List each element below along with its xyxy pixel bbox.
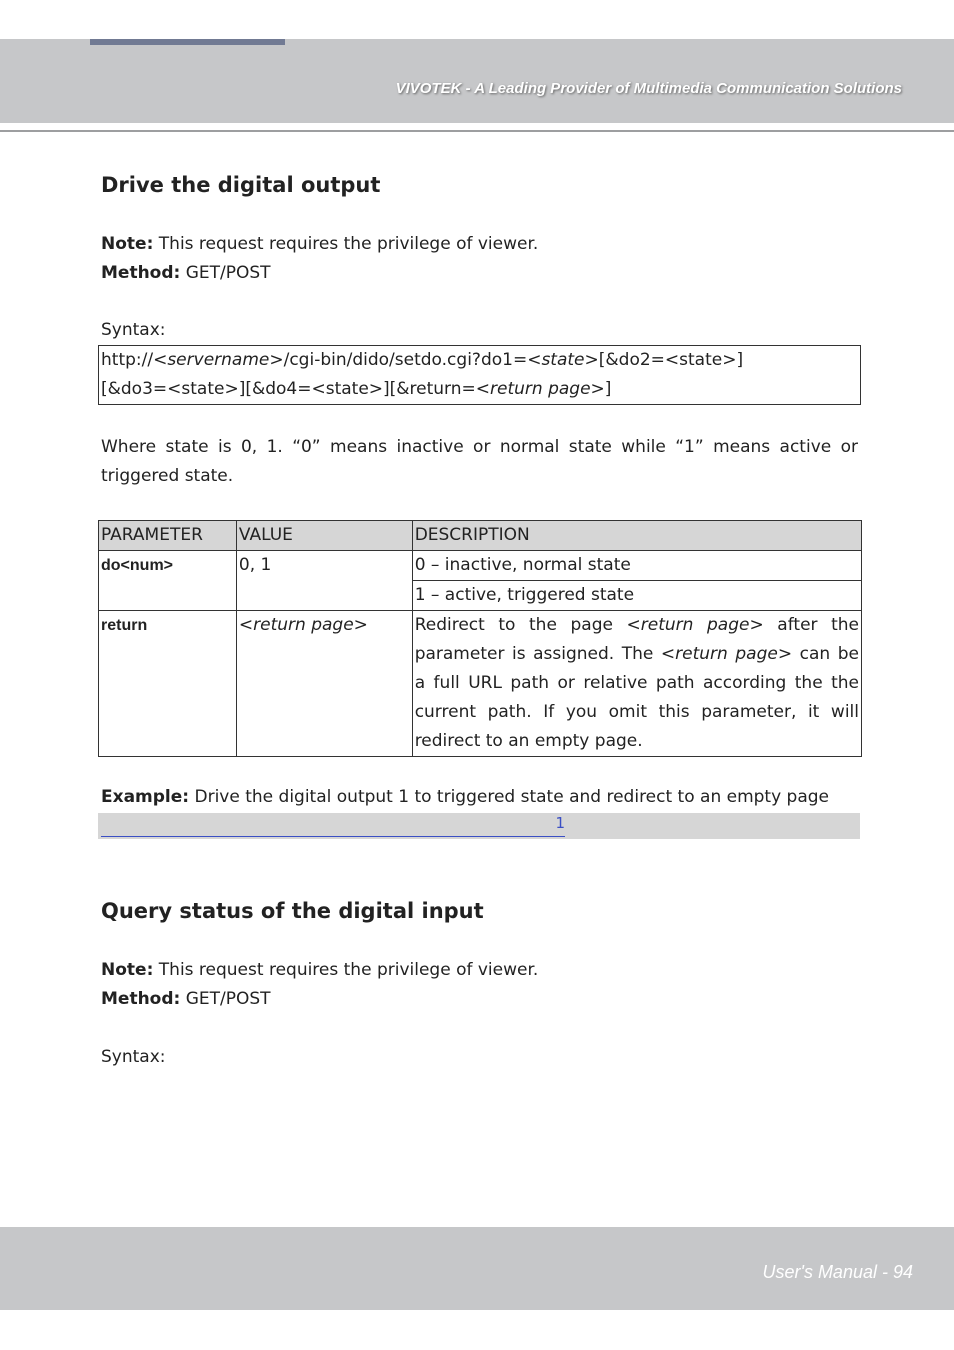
note-text: This request requires the privilege of viewer. xyxy=(153,960,539,980)
syntax-label: Syntax: xyxy=(101,320,166,340)
method-line xyxy=(101,263,271,283)
desc-italic: <return page> xyxy=(626,615,764,635)
example-link[interactable]: 1 xyxy=(101,814,565,837)
syntax-italic: state xyxy=(541,350,585,370)
param-name: return xyxy=(99,611,237,757)
desc-text: can be a full URL path or relative path according the the current path. If you omit this parameter, it will redirect to an empty page. xyxy=(414,644,859,751)
table-row xyxy=(99,611,862,757)
note-line xyxy=(101,234,538,254)
param-description: 0 – inactive, normal state xyxy=(412,551,861,581)
syntax-box xyxy=(98,345,861,405)
param-value-italic: <return page> xyxy=(238,615,368,635)
section-title-drive-output: Drive the digital output xyxy=(101,173,381,197)
method-text: GET/POST xyxy=(180,263,271,283)
table-row xyxy=(99,551,862,581)
syntax-label: Syntax: xyxy=(101,1047,166,1067)
parameter-table xyxy=(98,520,862,757)
syntax-text: >/cgi-bin/dido/setdo.cgi?do1=< xyxy=(269,350,542,370)
table-header-cell: DESCRIPTION xyxy=(412,521,861,551)
desc-text: after the parameter is assigned. The xyxy=(414,615,859,664)
syntax-line-2 xyxy=(101,379,611,399)
syntax-italic: return page xyxy=(490,379,591,399)
page-number: User's Manual - 94 xyxy=(762,1262,913,1282)
syntax-text: [&do3=<state>][&do4=<state>][&return=< xyxy=(101,379,491,399)
method-text: GET/POST xyxy=(180,989,271,1009)
example-line xyxy=(101,787,829,807)
table-header-cell: PARAMETER xyxy=(99,521,237,551)
state-description: Where state is 0, 1. “0” means inactive or normal state while “1” means active or triggered state. xyxy=(101,437,858,486)
param-value xyxy=(236,611,412,757)
method-line xyxy=(101,989,271,1009)
syntax-line-1 xyxy=(101,350,743,370)
param-description: 1 – active, triggered state xyxy=(412,581,861,611)
header-divider xyxy=(0,130,954,132)
desc-italic: <return page> xyxy=(660,644,793,664)
note-label: Note: xyxy=(101,234,154,254)
header-tagline: VIVOTEK - A Leading Provider of Multimedia Communication Solutions xyxy=(395,80,902,97)
method-label: Method: xyxy=(101,263,181,283)
note-line xyxy=(101,960,538,980)
syntax-text: >] xyxy=(590,379,612,399)
method-label: Method: xyxy=(101,989,181,1009)
syntax-text: >[&do2=<state>] xyxy=(584,350,744,370)
param-description xyxy=(412,611,861,757)
table-header-cell: VALUE xyxy=(236,521,412,551)
table-header-row xyxy=(99,521,862,551)
vivotek-logo xyxy=(90,39,285,45)
param-value: 0, 1 xyxy=(236,551,412,611)
syntax-italic: servername xyxy=(167,350,270,370)
desc-text: Redirect to the page xyxy=(414,615,627,635)
note-label: Note: xyxy=(101,960,154,980)
param-name: do<num> xyxy=(99,551,237,611)
example-text: Drive the digital output 1 to triggered state and redirect to an empty page xyxy=(189,787,830,807)
section-title-query-input: Query status of the digital input xyxy=(101,899,484,923)
syntax-text: http://< xyxy=(101,350,168,370)
example-label: Example: xyxy=(101,787,190,807)
note-text: This request requires the privilege of viewer. xyxy=(153,234,539,254)
